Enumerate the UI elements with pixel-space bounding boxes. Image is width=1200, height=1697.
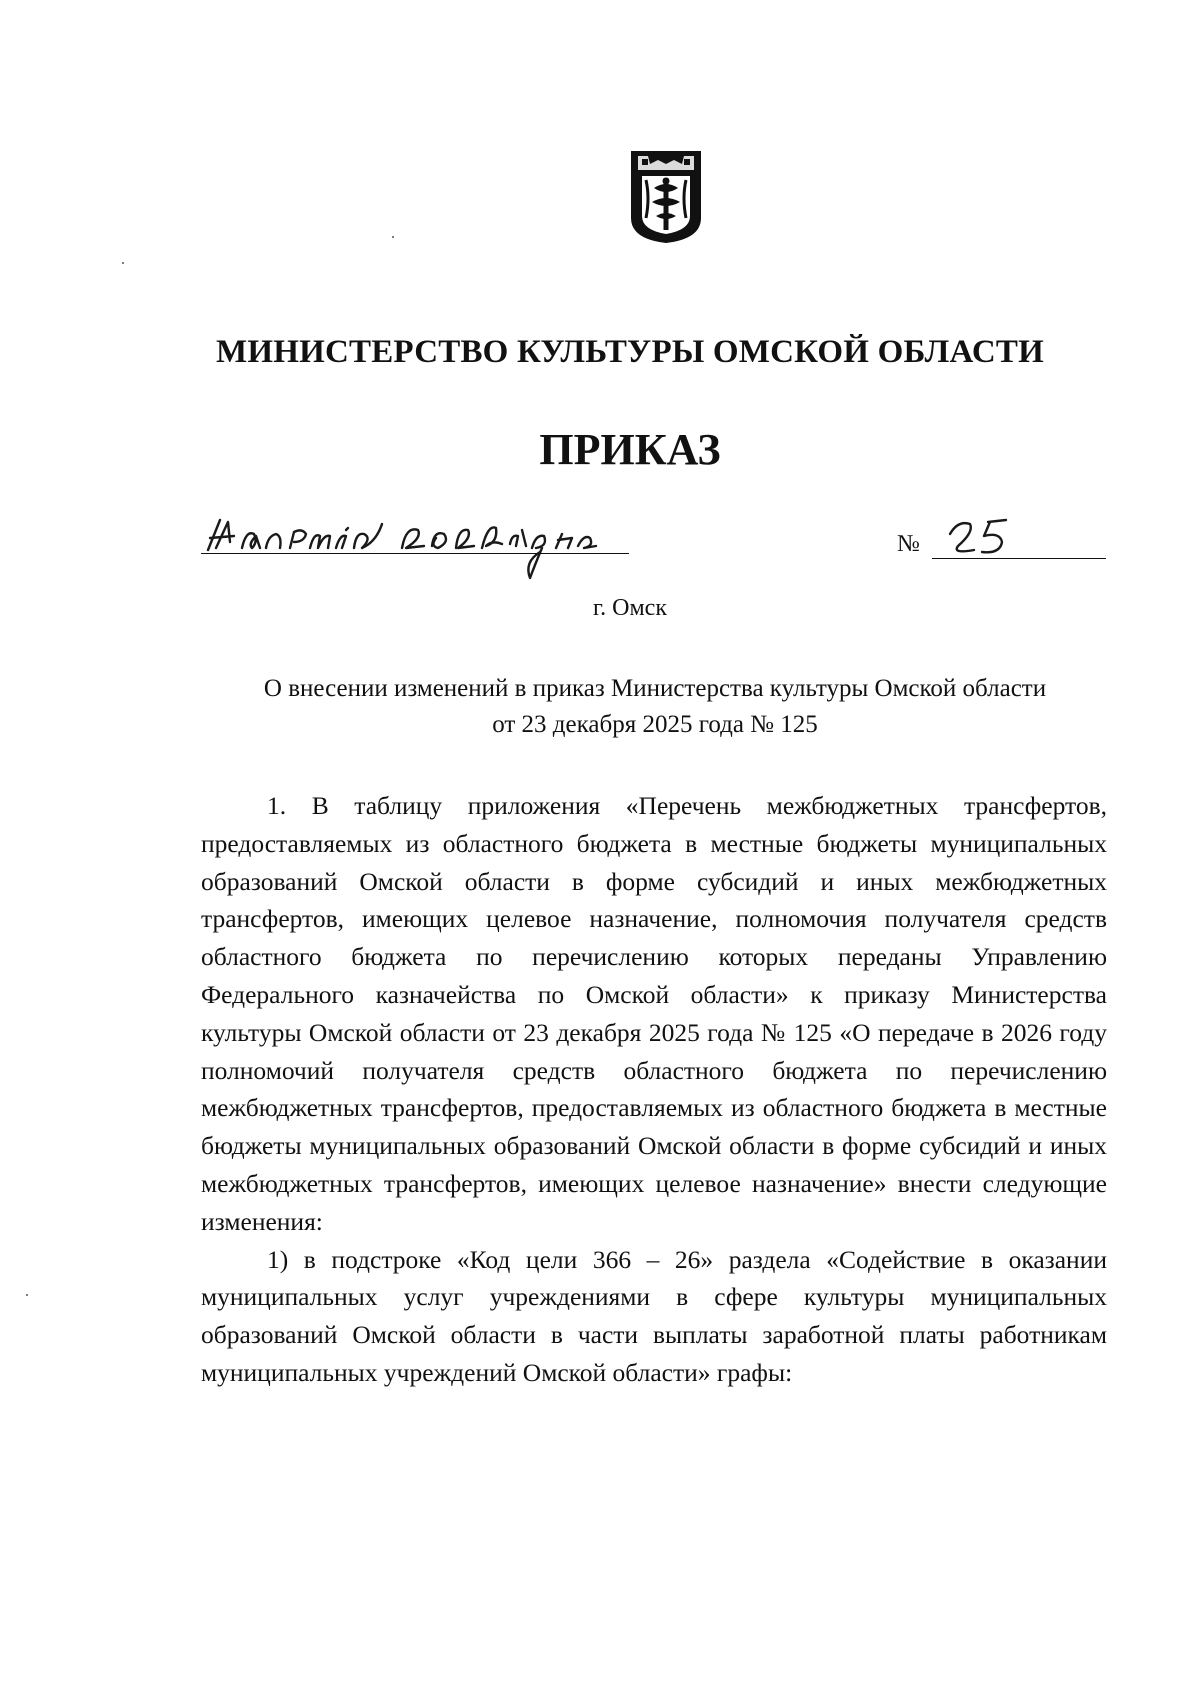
number-underline <box>932 558 1106 559</box>
handwritten-date <box>206 512 626 582</box>
document-type-title: ПРИКАЗ <box>539 425 721 474</box>
ministry-name: МИНИСТЕРСТВО КУЛЬТУРЫ ОМСКОЙ ОБЛАСТИ <box>216 334 1044 370</box>
order-subject <box>200 671 1110 743</box>
subject-line-1: О внесении изменений в приказ Министерства культуры Омской области <box>263 675 1047 702</box>
number-label: № <box>897 531 920 557</box>
coat-of-arms-icon <box>628 148 704 244</box>
order-body <box>201 787 1107 1392</box>
handwritten-number <box>944 514 1034 560</box>
subject-line-2: от 23 декабря 2025 года № 125 <box>492 711 818 738</box>
body-paragraph-1: 1. В таблицу приложения «Перечень межбюджетных трансфертов, предоставляемых из областного бюджета в местные бюджеты муниципальных образований Омской области в форме субсидий и иных межбюджетных трансфертов, имеющих целевое назначение, полномочия получателя средств областного бюджета по перечислению которых переданы Управлению Федерального казначейства по Омской области» к приказу Министерства культуры Омской области от 23 декабря 2025 года № 125 «О передаче в 2026 году полномочий получателя средств областного бюджета по перечислению межбюджетных трансфертов, предоставляемых из областного бюджета в местные бюджеты муниципальных образований Омской области в форме субсидий и иных межбюджетных трансфертов, имеющих целевое назначение» внести следующие изменения: <box>201 791 1107 1236</box>
body-paragraph-2: 1) в подстроке «Код цели 366 – 26» раздела «Содействие в оказании муниципальных услуг учреждениями в сфере культуры муниципальных образований Омской области в части выплаты заработной платы работникам муниципальных учреждений Омской области» графы: <box>201 1244 1107 1387</box>
date-underline <box>201 553 629 554</box>
city: г. Омск <box>593 595 667 621</box>
